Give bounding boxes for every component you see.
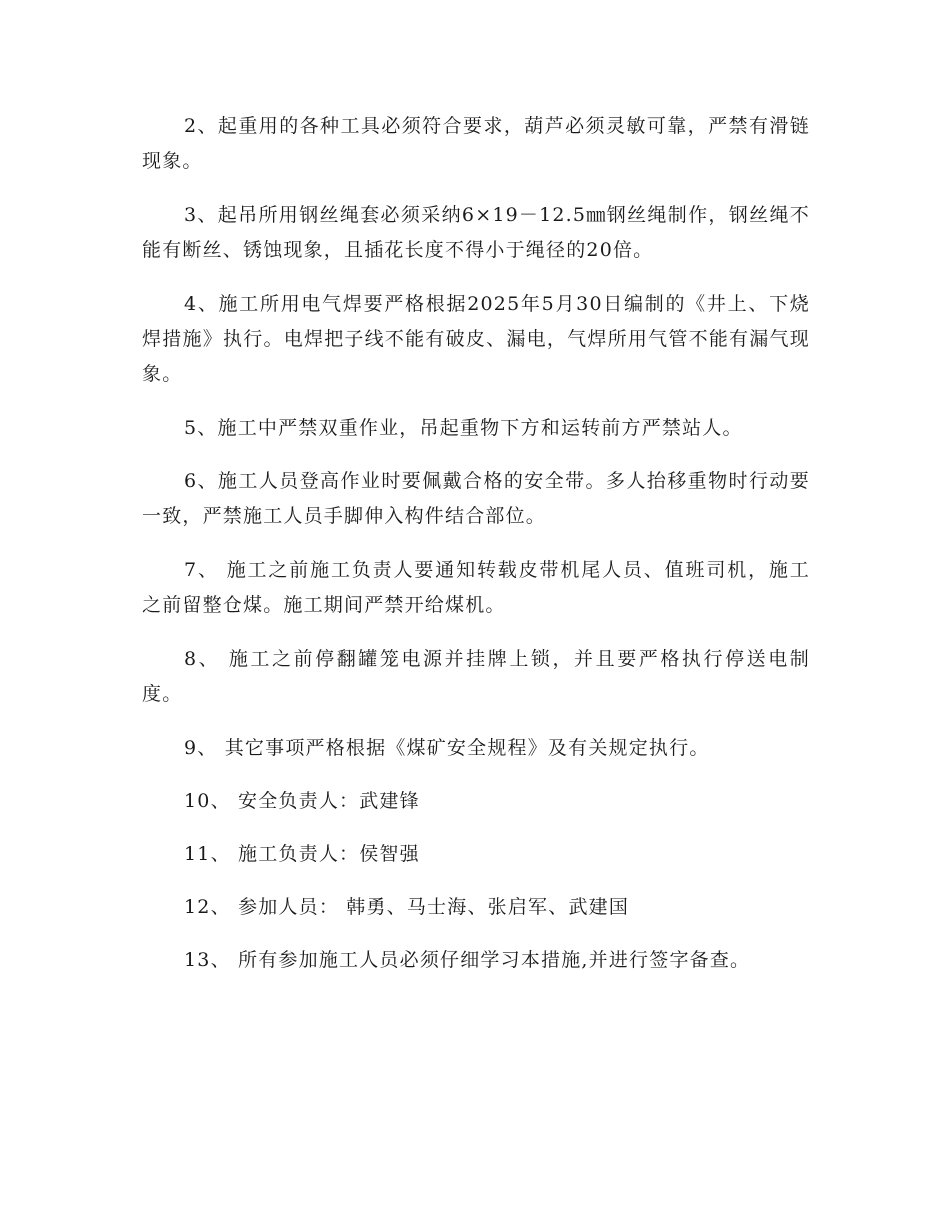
paragraph-item-8: 8、 施工之前停翻罐笼电源并挂牌上锁，并且要严格执行停送电制度。 bbox=[142, 648, 810, 705]
paragraph-item-4: 4、施工所用电气焊要严格根据2025年5月30日编制的《井上、下烧焊措施》执行。电焊把子线不能有破皮、漏电，气焊所用气管不能有漏气现象。 bbox=[142, 293, 810, 385]
paragraph-item-2: 2、起重用的各种工具必须符合要求，葫芦必须灵敏可靠，严禁有滑链现象。 bbox=[142, 115, 810, 172]
paragraph-item-11: 11、 施工负责人：侯智强 bbox=[184, 843, 420, 865]
paragraph-item-9: 9、 其它事项严格根据《煤矿安全规程》及有关规定执行。 bbox=[184, 737, 710, 759]
paragraph-item-12: 12、 参加人员： 韩勇、马士海、张启军、武建国 bbox=[184, 896, 630, 918]
paragraph-item-10: 10、 安全负责人：武建锋 bbox=[184, 790, 420, 812]
paragraph-item-13: 13、 所有参加施工人员必须仔细学习本措施,并进行签字备查。 bbox=[184, 949, 751, 971]
document-body bbox=[142, 109, 810, 996]
paragraph-item-7: 7、 施工之前施工负责人要通知转载皮带机尾人员、值班司机，施工之前留整仓煤。施工期间严禁开给煤机。 bbox=[142, 559, 810, 616]
paragraph-item-5: 5、施工中严禁双重作业，吊起重物下方和运转前方严禁站人。 bbox=[184, 417, 743, 439]
paragraph-item-3: 3、起吊所用钢丝绳套必须采纳6×19－12.5㎜钢丝绳制作，钢丝绳不能有断丝、锈蚀现象，且插花长度不得小于绳径的20倍。 bbox=[142, 204, 810, 261]
paragraph-item-6: 6、施工人员登高作业时要佩戴合格的安全带。多人抬移重物时行动要一致，严禁施工人员手脚伸入构件结合部位。 bbox=[142, 470, 810, 527]
